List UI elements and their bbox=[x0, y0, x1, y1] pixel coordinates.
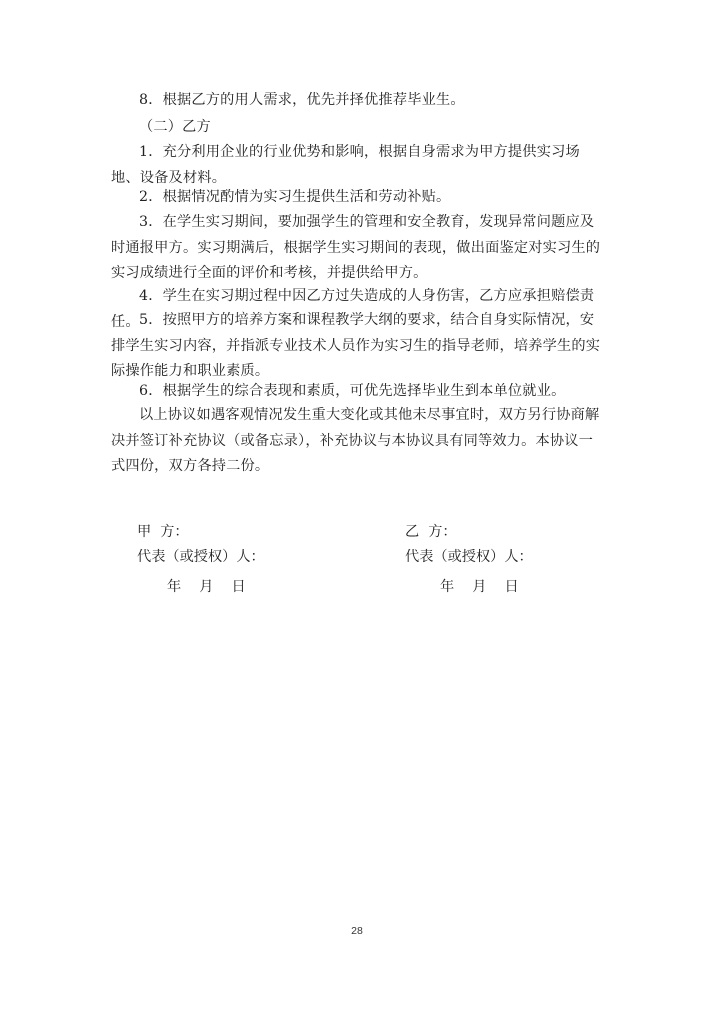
party-a-date: 年 月 日 bbox=[167, 579, 246, 595]
paragraph-item-5: 5．按照甲方的培养方案和课程教学大纲的要求，结合自身实际情况，安排学生实习内容，并指派专业技术人员作为实习生的指导老师，培养学生的实际操作能力和职业素质。 bbox=[111, 312, 601, 379]
party-a-label: 甲 方： bbox=[137, 524, 189, 540]
paragraph-item-1: 1．充分利用企业的行业优势和影响，根据自身需求为甲方提供实习场地、设备及材料。 bbox=[111, 144, 580, 186]
paragraph-item-2: 2．根据情况酌情为实习生提供生活和劳动补贴。 bbox=[139, 189, 451, 205]
party-b-representative: 代表（或授权）人： bbox=[405, 549, 533, 565]
paragraph-item-8: 8．根据乙方的用人需求，优先并择优推荐毕业生。 bbox=[139, 92, 465, 108]
paragraph-item-6: 6．根据学生的综合表现和素质，可优先选择毕业生到本单位就业。 bbox=[139, 383, 566, 399]
page-number: 28 bbox=[351, 925, 363, 937]
paragraph-closing: 以上协议如遇客观情况发生重大变化或其他未尽事宜时，双方另行协商解决并签订补充协议（或备忘录），补充协议与本协议具有同等效力。本协议一式四份，双方各持二份。 bbox=[111, 407, 600, 474]
party-b-label: 乙 方： bbox=[405, 524, 457, 540]
section-heading-party-b: （二）乙方 bbox=[139, 119, 211, 135]
party-b-date: 年 月 日 bbox=[440, 579, 519, 595]
paragraph-item-3: 3．在学生实习期间，要加强学生的管理和安全教育，发现异常问题应及时通报甲方。实习期满后，根据学生实习期间的表现，做出面鉴定对实习生的实习成绩进行全面的评价和考核，并提供给甲方。 bbox=[111, 214, 601, 281]
paragraph-item-4: 4．学生在实习期过程中因乙方过失造成的人身伤害，乙方应承担赔偿责任。 bbox=[111, 288, 595, 330]
party-a-representative: 代表（或授权）人： bbox=[137, 549, 265, 565]
